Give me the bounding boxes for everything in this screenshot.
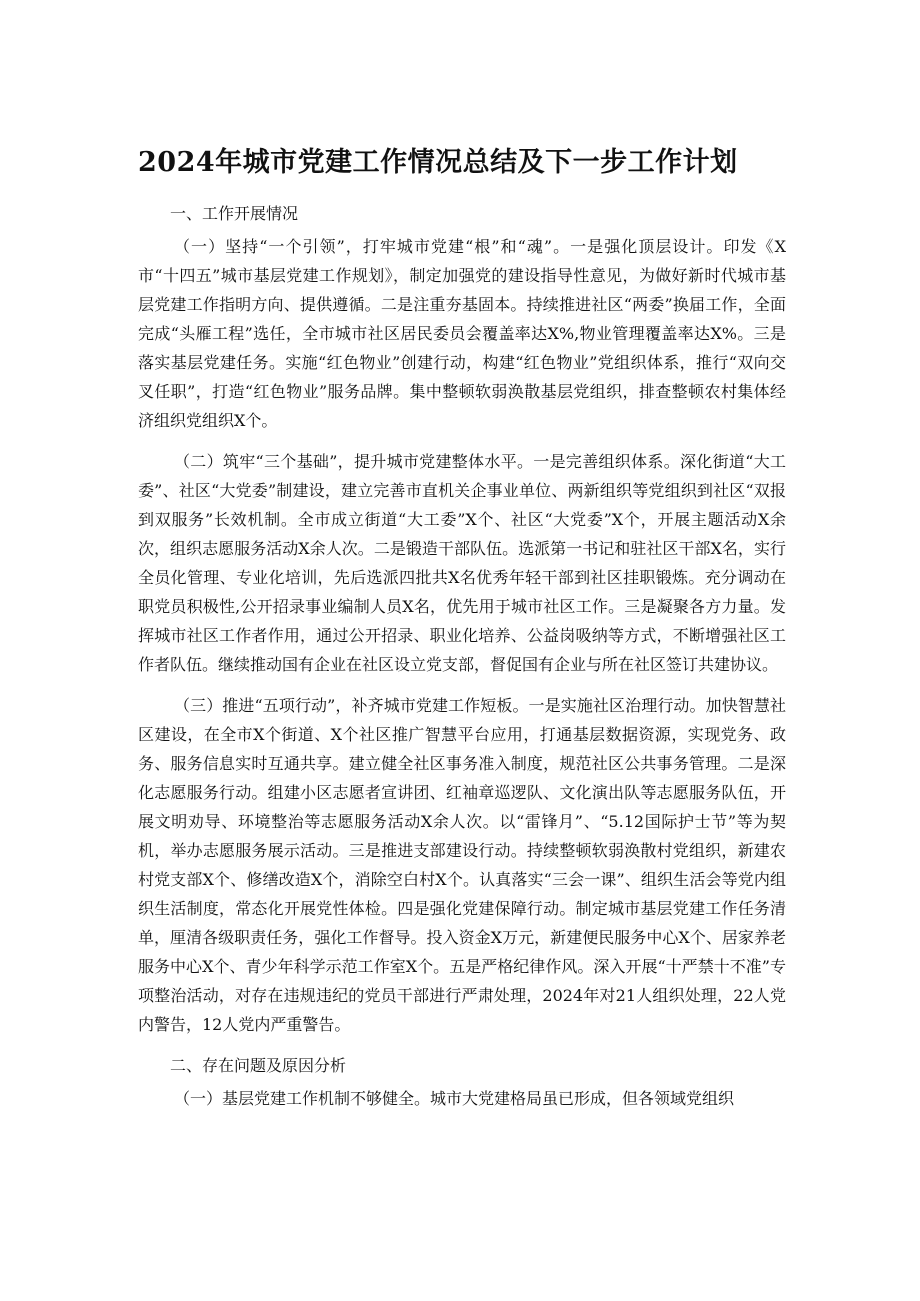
paragraph-mechanism-problem: （一）基层党建工作机制不够健全。城市大党建格局虽已形成，但各领域党组织 <box>174 1089 735 1108</box>
section-heading-problems-analysis: 二、存在问题及原因分析 <box>170 1056 347 1075</box>
paragraph-five-actions: （三）推进“五项行动”，补齐城市党建工作短板。一是实施社区治理行动。加快智慧社区建设，在全市X个街道、X个社区推广智慧平台应用，打通基层数据资源，实现党务、政务、服务信息实时互通共享。建立健全社区事务准入制度，规范社区公共事务管理。二是深化志愿服务行动。组建小区志愿者宣讲团、红袖章巡逻队、文化演出队等志愿服务队伍，开展文明劝导、环境整治等志愿服务活动X余人次。以“雷锋月”、“5.12国际护士节”等为契机，举办志愿服务展示活动。三是推进支部建设行动。持续整顿软弱涣散村党组织，新建农村党支部X个、修缮改造X个，消除空白村X个。认真落实“三会一课”、组织生活会等党内组织生活制度，常态化开展党性体检。四是强化党建保障行动。制定城市基层党建工作任务清单，厘清各级职责任务，强化工作督导。投入资金X万元，新建便民服务中心X个、居家养老服务中心X个、青少年科学示范工作室X个。五是严格纪律作风。深入开展“十严禁十不准”专项整治活动，对存在违规违纪的党员干部进行严肃处理，2024年对21人组织处理，22人党内警告，12人党内严重警告。 <box>138 696 786 1034</box>
paragraph-one-leading: （一）坚持“一个引领”，打牢城市党建“根”和“魂”。一是强化顶层设计。印发《X市“十四五”城市基层党建工作规划》，制定加强党的建设指导性意见，为做好新时代城市基层党建工作指明方向、提供遵循。二是注重夯基固本。持续推进社区“两委”换届工作，全面完成“头雁工程”选任，全市城市社区居民委员会覆盖率达X%,物业管理覆盖率达X%。三是落实基层党建任务。实施“红色物业”创建行动，构建“红色物业”党组织体系，推行“双向交叉任职”，打造“红色物业”服务品牌。集中整顿软弱涣散基层党组织，排查整顿农村集体经济组织党组织X个。 <box>138 237 786 430</box>
paragraph-three-foundations: （二）筑牢“三个基础”，提升城市党建整体水平。一是完善组织体系。深化街道“大工委”、社区“大党委”制建设，建立完善市直机关企事业单位、两新组织等党组织到社区“双报到双服务”长效机制。全市成立街道“大工委”X个、社区“大党委”X个，开展主题活动X余次，组织志愿服务活动X余人次。二是锻造干部队伍。选派第一书记和驻社区干部X名，实行全员化管理、专业化培训，先后选派四批共X名优秀年轻干部到社区挂职锻炼。充分调动在职党员积极性,公开招录事业编制人员X名，优先用于城市社区工作。三是凝聚各方力量。发挥城市社区工作者作用，通过公开招录、职业化培养、公益岗吸纳等方式，不断增强社区工作者队伍。继续推动国有企业在社区设立党支部，督促国有企业与所在社区签订共建协议。 <box>138 452 786 674</box>
document-title: 2024年城市党建工作情况总结及下一步工作计划 <box>138 147 738 178</box>
document-body <box>138 145 786 1113</box>
section-heading-work-progress: 一、工作开展情况 <box>170 204 299 223</box>
